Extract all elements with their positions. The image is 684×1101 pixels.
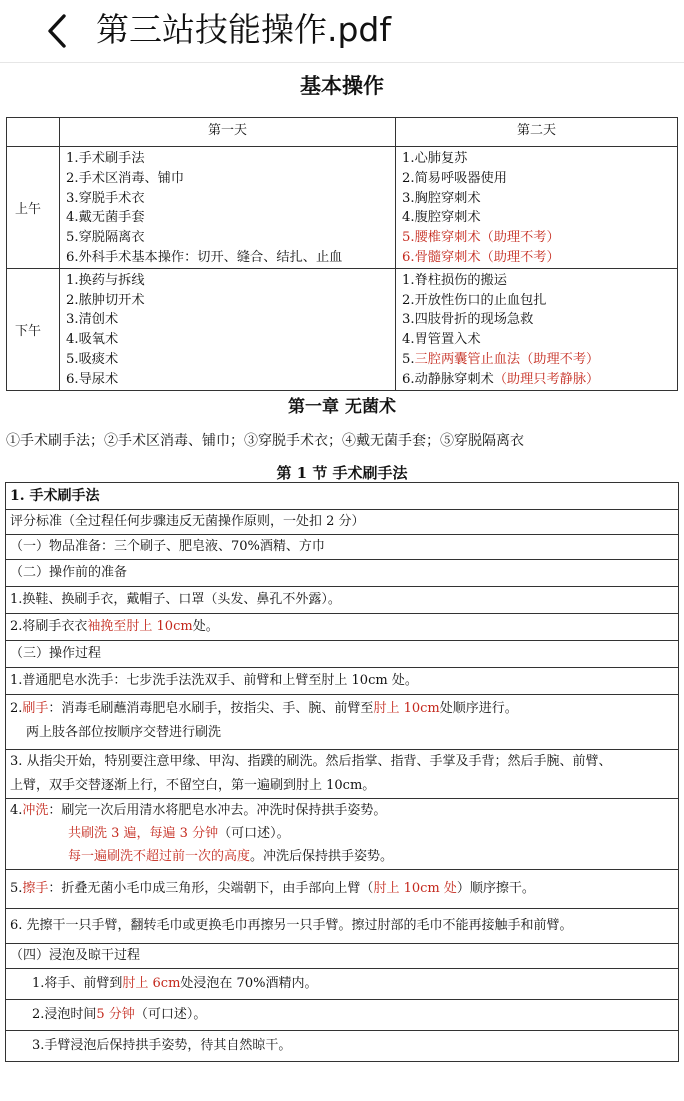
process-step-3	[6, 750, 678, 799]
process-step-1: 1.普通肥皂水洗手：七步洗手法洗双手、前臂和上臂至肘上 10cm 处。	[6, 668, 678, 695]
schedule-table	[6, 117, 678, 391]
day1-header: 第一天	[60, 118, 396, 147]
item-text: 三腔两囊管止血法（助理不考）	[414, 351, 600, 367]
step-highlight: 刷手	[22, 701, 49, 716]
list-item: 5.吸痰术	[66, 351, 119, 367]
chevron-left-icon	[38, 8, 78, 54]
step-text: （可口述）。	[218, 826, 290, 841]
pm-label: 下午	[7, 268, 60, 390]
process-heading: （三）操作过程	[6, 641, 678, 668]
step-highlight: 擦手	[22, 881, 49, 896]
step-highlight: 每一遍刷洗不超过前一次的高度	[68, 849, 251, 864]
step-number: 2.	[10, 701, 23, 716]
step-text: 2.浸泡时间	[32, 1007, 97, 1022]
list-item: 3.胸腔穿刺术	[402, 190, 481, 206]
back-button[interactable]	[38, 8, 78, 54]
process-step-2	[6, 695, 678, 750]
am-day2-cell	[396, 147, 678, 269]
step-highlight: 肘上 10cm 处	[373, 881, 457, 896]
top-bar	[0, 0, 684, 63]
step-text: 处顺序进行。	[439, 701, 518, 716]
page-title: 基本操作	[300, 74, 384, 98]
list-item: 6.外科手术基本操作：切开、缝合、结扎、止血	[66, 249, 343, 265]
procedure-table	[5, 482, 679, 1062]
pre-op-step-2	[6, 614, 678, 641]
step-text: 两上肢各部位按顺序交替进行刷洗	[26, 725, 222, 740]
step-text: ：刷完一次后用清水将肥皂水冲去。冲洗时保持拱手姿势。	[48, 803, 387, 818]
list-item: 4.吸氧术	[66, 332, 119, 348]
list-item: 5.腰椎穿刺术（助理不考）	[402, 230, 560, 246]
list-item: 1.心肺复苏	[402, 151, 468, 166]
step-highlight: 袖挽至肘上 10cm	[87, 619, 193, 634]
list-item: 6.导尿术	[66, 371, 119, 387]
chapter-items: ①手术刷手法；②手术区消毒、铺巾；③穿脱手术衣；④戴无菌手套；⑤穿脱隔离衣	[6, 433, 524, 449]
soak-step-3: 3.手臂浸泡后保持拱手姿势，待其自然晾干。	[32, 1038, 292, 1053]
step-text: ）顺序擦干。	[456, 881, 535, 896]
list-item: 2.脓肿切开术	[66, 292, 145, 308]
step-text: ：折叠无菌小毛巾成三角形，尖端朝下，由手部向上臂（	[48, 881, 374, 896]
list-item: 4.胃管置入术	[402, 332, 481, 348]
list-item: 3.穿脱手术衣	[66, 190, 145, 206]
step-text: 。冲洗后保持拱手姿势。	[250, 849, 394, 864]
list-item	[402, 350, 671, 370]
soak-heading: （四）浸泡及晾干过程	[6, 944, 678, 969]
step-number: 4.	[10, 803, 23, 818]
step-highlight: 肘上 6cm	[122, 976, 181, 991]
am-label: 上午	[7, 147, 60, 269]
item-note: （助理只考静脉）	[493, 371, 600, 387]
day2-header: 第二天	[396, 118, 678, 147]
table-row-am	[7, 147, 678, 269]
pm-day2-cell	[396, 268, 678, 390]
list-item: 2.开放性伤口的止血包扎	[402, 292, 547, 308]
list-item: 3.清创术	[66, 312, 119, 328]
scoring-criteria: 评分标准（全过程任何步骤违反无菌操作原则，一处扣 2 分）	[6, 510, 678, 535]
step-text: 2.将刷手衣衣	[10, 619, 88, 634]
process-step-6: 6. 先擦干一只手臂，翻转毛巾或更换毛巾再擦另一只手臂。擦过肘部的毛巾不能再接触手和前臂。	[6, 909, 678, 944]
list-item: 1.换药与拆线	[66, 272, 145, 288]
soak-step-1	[6, 969, 678, 1000]
step-number: 5.	[10, 881, 23, 896]
list-item: 3.四肢骨折的现场急救	[402, 312, 534, 328]
procedure-heading: 1. 手术刷手法	[6, 483, 678, 510]
item-number: 6.动	[402, 371, 428, 387]
process-step-4	[6, 799, 678, 870]
step-text: 处浸泡在 70%酒精内。	[180, 976, 318, 991]
list-item: 4.腹腔穿刺术	[402, 210, 481, 226]
section-title: 第 1 节 手术刷手法	[276, 464, 408, 482]
step-highlight: 共刷洗 3 遍，每遍 3 分钟	[68, 826, 219, 841]
list-item	[402, 370, 671, 390]
table-header-row	[7, 118, 678, 147]
step-highlight: 5 分钟	[96, 1007, 135, 1022]
step-text: 3. 从指尖开始，特别要注意甲缘、甲沟、指蹼的刷洗。然后指掌、指背、手掌及手背；然后手腕、前臂、	[10, 754, 612, 769]
list-item: 2.简易呼吸器使用	[402, 170, 507, 186]
list-item: 6.骨髓穿刺术（助理不考）	[402, 249, 560, 265]
step-text: ：消毒毛刷蘸消毒肥皂水刷手，按指尖、手、腕、前臂至	[48, 701, 374, 716]
item-number: 5.	[402, 351, 415, 367]
prep-items: （一）物品准备：三个刷子、肥皂液、70%酒精、方巾	[6, 535, 678, 560]
step-text: 处。	[192, 619, 219, 634]
step-highlight: 肘上 10cm	[373, 701, 440, 716]
process-step-5	[6, 870, 678, 909]
pm-day1-cell	[60, 268, 396, 390]
step-text: 1.将手、前臂到	[32, 976, 123, 991]
list-item: 2.手术区消毒、铺巾	[66, 170, 185, 186]
chapter-title: 第一章 无菌术	[288, 397, 396, 417]
list-item: 4.戴无菌手套	[66, 210, 145, 226]
list-item: 1.手术刷手法	[66, 151, 145, 166]
item-text: 静脉穿刺术	[427, 371, 494, 387]
soak-step-2	[6, 1000, 678, 1031]
list-item: 1.脊柱损伤的搬运	[402, 272, 507, 288]
step-highlight: 冲洗	[22, 803, 49, 818]
am-day1-cell	[60, 147, 396, 269]
document-title: 第三站技能操作.pdf	[96, 10, 392, 49]
pre-op-heading: （二）操作前的准备	[6, 560, 678, 587]
step-text: 上臂，双手交替逐渐上行，不留空白，第一遍刷到肘上 10cm。	[10, 778, 376, 793]
table-row-pm	[7, 268, 678, 390]
pre-op-step-1: 1.换鞋、换刷手衣，戴帽子、口罩（头发、鼻孔不外露）。	[6, 587, 678, 614]
list-item: 5.穿脱隔离衣	[66, 230, 145, 246]
step-text: （可口述）。	[134, 1007, 207, 1022]
